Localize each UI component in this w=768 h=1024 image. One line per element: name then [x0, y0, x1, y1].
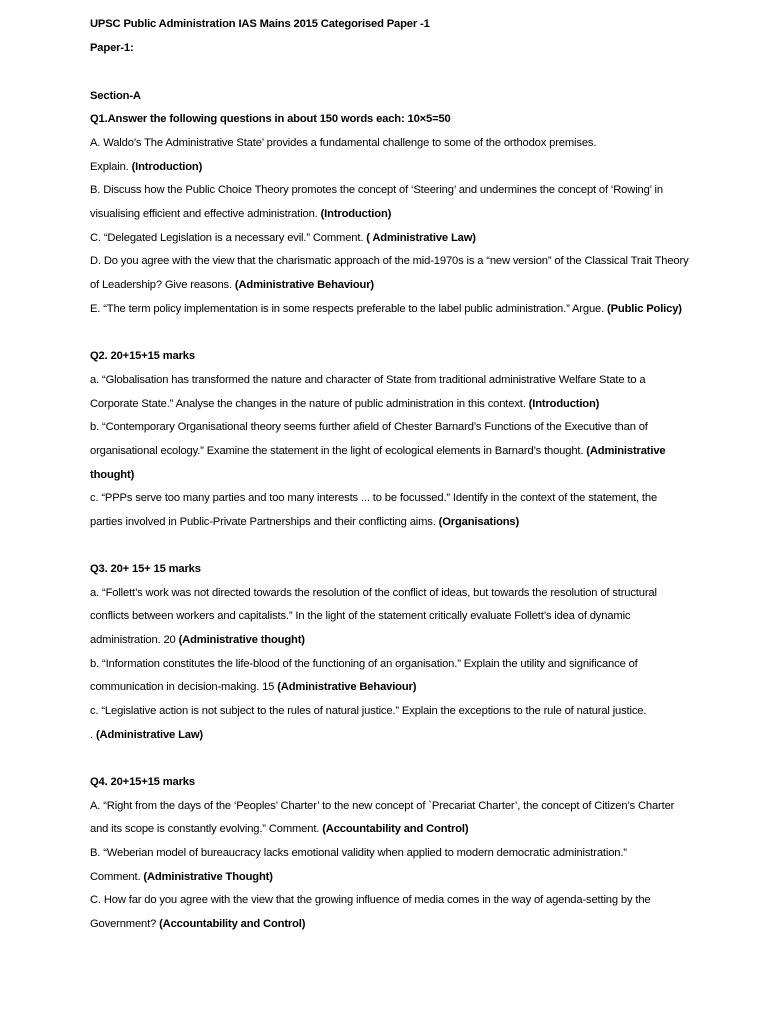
q2-a-text: Corporate State.” Analyse the changes in the nature of public administration in this context. [90, 398, 526, 410]
q4-c-text: Government? [90, 918, 157, 930]
q4-heading: Q4. 20+15+15 marks [90, 776, 195, 788]
q4-a-category: (Accountability and Control) [322, 823, 469, 835]
q1-a-category: (Introduction) [131, 161, 203, 173]
q2-b-text: organisational ecology.” Examine the statement in the light of ecological elements in Barnard’s thought. [90, 445, 584, 457]
q1-a-line1: A. Waldo’s The Administrative State’ provides a fundamental challenge to some of the orthodox premises. [90, 137, 597, 149]
q1-d-line2 [90, 277, 740, 293]
q4-a-line2 [90, 821, 740, 837]
q2-b-line3: thought) [90, 469, 135, 481]
section-heading: Section-A [90, 90, 141, 102]
q3-a-line2: conflicts between workers and capitalists.” In the light of the statement critically evaluate Follett’s idea of dynamic [90, 610, 631, 622]
q4-c-line1: C. How far do you agree with the view that the growing influence of media comes in the way of agenda-setting by the [90, 894, 651, 906]
q1-c-text: C. “Delegated Legislation is a necessary evil.” Comment. [90, 232, 364, 244]
q3-b-text: communication in decision-making. 15 [90, 681, 275, 693]
q1-b-text: visualising efficient and effective administration. [90, 208, 318, 220]
q4-b-text: Comment. [90, 871, 141, 883]
q3-c-line1: c. “Legislative action is not subject to the rules of natural justice.” Explain the exceptions to the rule of natural justice. [90, 705, 647, 717]
q1-b-line2 [90, 206, 740, 222]
q3-a-category: (Administrative thought) [178, 634, 305, 646]
q2-a-line1: a. “Globalisation has transformed the nature and character of State from traditional administrative Welfare State to a [90, 374, 646, 386]
q2-heading: Q2. 20+15+15 marks [90, 350, 195, 362]
q3-c-text: . [90, 729, 93, 741]
q1-d-line1: D. Do you agree with the view that the charismatic approach of the mid-1970s is a “new version” of the Classical Trait Theory [90, 255, 689, 267]
q1-c-category: ( Administrative Law) [366, 232, 476, 244]
q2-a-line2 [90, 396, 740, 412]
q1-e-category: (Public Policy) [607, 303, 682, 315]
q3-c-category: (Administrative Law) [95, 729, 203, 741]
q2-b-category: (Administrative [586, 445, 666, 457]
q4-c-category: (Accountability and Control) [159, 918, 306, 930]
paper-label: Paper-1: [90, 42, 134, 54]
q1-a-line2 [90, 159, 740, 175]
q3-b-line2 [90, 679, 740, 695]
q1-b-line1: B. Discuss how the Public Choice Theory promotes the concept of ‘Steering’ and undermines the concept of ‘Rowing’ in [90, 184, 663, 196]
q1-d-category: (Administrative Behaviour) [234, 279, 375, 291]
q2-a-category: (Introduction) [528, 398, 600, 410]
q1-e-line1 [90, 301, 740, 317]
q4-b-category: (Administrative Thought) [143, 871, 273, 883]
q1-e-text: E. “The term policy implementation is in some respects preferable to the label public administration.” Argue. [90, 303, 605, 315]
q3-heading: Q3. 20+ 15+ 15 marks [90, 563, 201, 575]
q3-c-line2 [90, 727, 740, 743]
q3-b-line1: b. “Information constitutes the life-blood of the functioning of an organisation.” Explain the utility and significance of [90, 658, 638, 670]
q4-a-text: and its scope is constantly evolving.” Comment. [90, 823, 320, 835]
q1-d-text: of Leadership? Give reasons. [90, 279, 232, 291]
q1-a-text: Explain. [90, 161, 129, 173]
q2-c-line1: c. “PPPs serve too many parties and too many interests ... to be focussed.” Identify in the context of the statement, the [90, 492, 658, 504]
q3-a-line3 [90, 632, 740, 648]
q2-b-line1: b. “Contemporary Organisational theory seems further afield of Chester Barnard’s Functions of the Executive than of [90, 421, 648, 433]
q2-b-line2 [90, 443, 740, 459]
q2-c-category: (Organisations) [438, 516, 520, 528]
q4-a-line1: A. “Right from the days of the ‘Peoples’ Charter’ to the new concept of `Precariat Charter’, the concept of Citizen’s Charter [90, 800, 675, 812]
q3-b-category: (Administrative Behaviour) [277, 681, 417, 693]
q2-c-text: parties involved in Public-Private Partnerships and their conflicting aims. [90, 516, 436, 528]
q1-b-category: (Introduction) [320, 208, 392, 220]
document-title: UPSC Public Administration IAS Mains 2015 Categorised Paper -1 [90, 18, 430, 30]
q4-b-line1: B. “Weberian model of bureaucracy lacks emotional validity when applied to modern democratic administration.” [90, 847, 627, 859]
q1-heading: Q1.Answer the following questions in about 150 words each: 10×5=50 [90, 113, 451, 125]
q4-c-line2 [90, 916, 740, 932]
q3-a-line1: a. “Follett’s work was not directed towards the resolution of the conflict of ideas, but towards the resolution of structural [90, 587, 657, 599]
q4-b-line2 [90, 869, 740, 885]
q2-c-line2 [90, 514, 740, 530]
q3-a-text: administration. 20 [90, 634, 176, 646]
q1-c-line1 [90, 230, 740, 246]
